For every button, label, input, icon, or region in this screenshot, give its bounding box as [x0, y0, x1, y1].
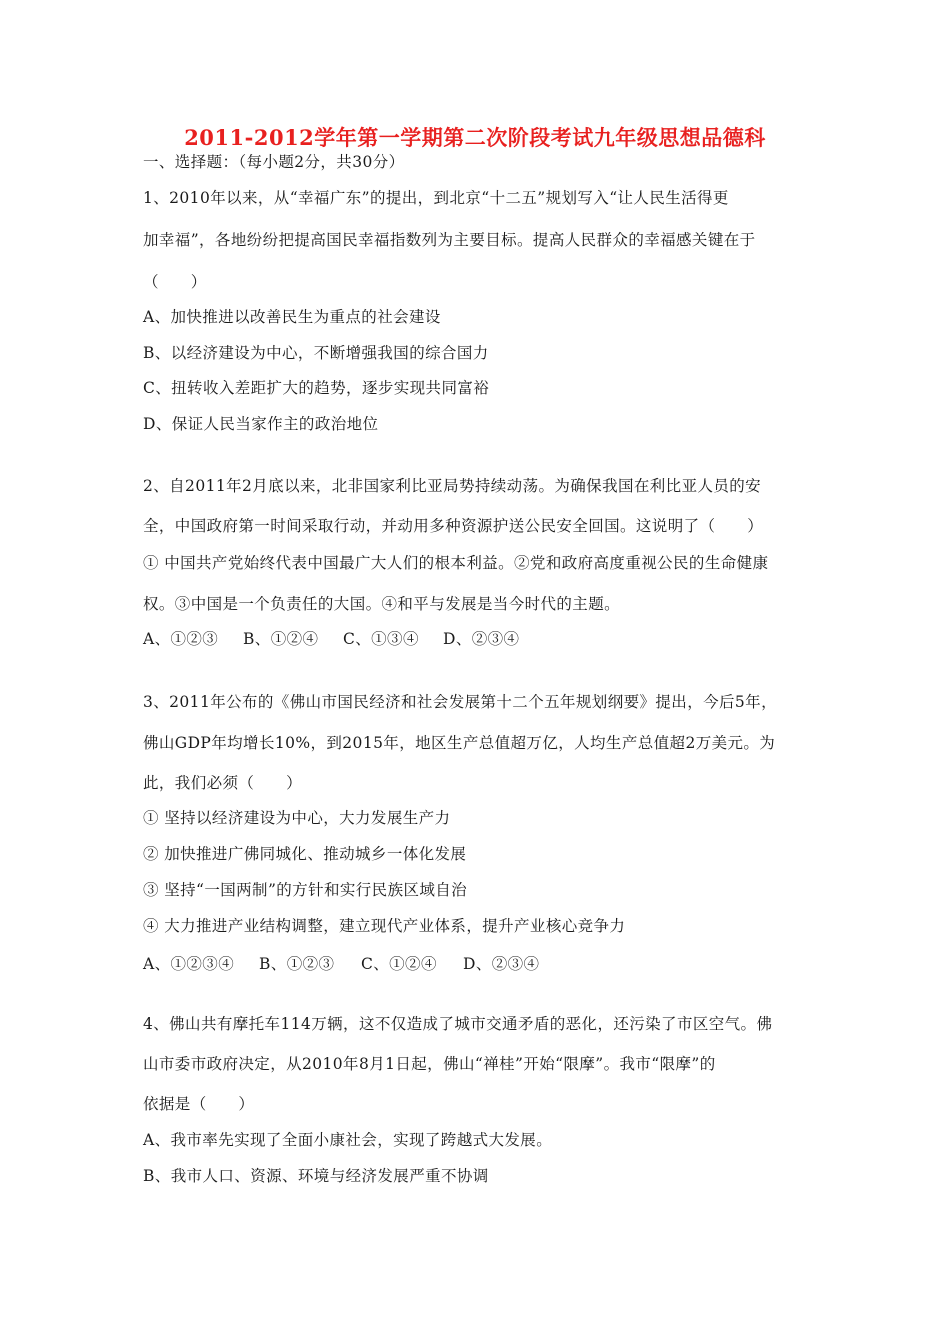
- question-1-line-2: 加幸福”，各地纷纷把提高国民幸福指数列为主要目标。提高人民群众的幸福感关键在于: [143, 231, 756, 249]
- question-3-statement-3: ③ 坚持“一国两制”的方针和实行民族区域自治: [143, 881, 468, 899]
- exam-title: 2011-2012学年第一学期第二次阶段考试九年级思想品德科: [184, 125, 766, 150]
- question-3-option-d: D、②③④: [463, 955, 540, 973]
- question-3-statement-2: ② 加快推进广佛同城化、推动城乡一体化发展: [143, 845, 467, 863]
- question-2-option-c: C、①③④: [343, 630, 419, 648]
- section-heading: 一、选择题：（每小题2分，共30分）: [143, 153, 405, 171]
- question-4-line-2: 山市委市政府决定，从2010年8月1日起，佛山“禅桂”开始“限摩”。我市“限摩”的: [143, 1055, 716, 1073]
- question-4-line-3: 依据是（ ）: [143, 1095, 255, 1113]
- question-3-option-c: C、①②④: [361, 955, 437, 973]
- question-1-option-a: A、加快推进以改善民生为重点的社会建设: [143, 308, 441, 326]
- question-3-options: [143, 954, 539, 974]
- question-2-option-b: B、①②④: [243, 630, 319, 648]
- question-3-line-3: 此，我们必须（ ）: [143, 774, 303, 792]
- question-3-option-b: B、①②③: [259, 955, 335, 973]
- question-4-option-b: B、我市人口、资源、环境与经济发展严重不协调: [143, 1167, 489, 1185]
- question-1-option-d: D、保证人民当家作主的政治地位: [143, 415, 379, 433]
- question-2-line-3: ① 中国共产党始终代表中国最广大人们的根本利益。②党和政府高度重视公民的生命健康: [143, 554, 769, 572]
- question-2-option-a: A、①②③: [143, 630, 219, 648]
- question-2-line-4: 权。③中国是一个负责任的大国。④和平与发展是当今时代的主题。: [143, 595, 621, 613]
- question-3-option-a: A、①②③④: [143, 955, 235, 973]
- question-4-option-a: A、我市率先实现了全面小康社会，实现了跨越式大发展。: [143, 1131, 553, 1149]
- question-2-line-1: 2、自2011年2月底以来，北非国家利比亚局势持续动荡。为确保我国在利比亚人员的安: [143, 477, 762, 495]
- question-1-option-b: B、以经济建设为中心，不断增强我国的综合国力: [143, 344, 489, 362]
- question-2-option-d: D、②③④: [443, 630, 520, 648]
- question-1-line-1: 1、2010年以来，从“幸福广东”的提出，到北京“十二五”规划写入“让人民生活得更: [143, 189, 729, 207]
- question-3-statement-4: ④ 大力推进产业结构调整，建立现代产业体系，提升产业核心竞争力: [143, 917, 626, 935]
- question-3-statement-1: ① 坚持以经济建设为中心，大力发展生产力: [143, 809, 451, 827]
- question-4-line-1: 4、佛山共有摩托车114万辆，这不仅造成了城市交通矛盾的恶化，还污染了市区空气。佛: [143, 1015, 773, 1033]
- question-1-option-c: C、扭转收入差距扩大的趋势，逐步实现共同富裕: [143, 379, 490, 397]
- question-3-line-1: 3、2011年公布的《佛山市国民经济和社会发展第十二个五年规划纲要》提出，今后5年，: [143, 693, 777, 711]
- question-2-line-2: 全，中国政府第一时间采取行动，并动用多种资源护送公民安全回国。这说明了（ ）: [143, 517, 764, 535]
- question-1-line-3: （ ）: [143, 273, 207, 291]
- question-2-options: [143, 629, 519, 649]
- question-3-line-2: 佛山GDP年均增长10%，到2015年，地区生产总值超万亿，人均生产总值超2万美元。为: [143, 734, 776, 752]
